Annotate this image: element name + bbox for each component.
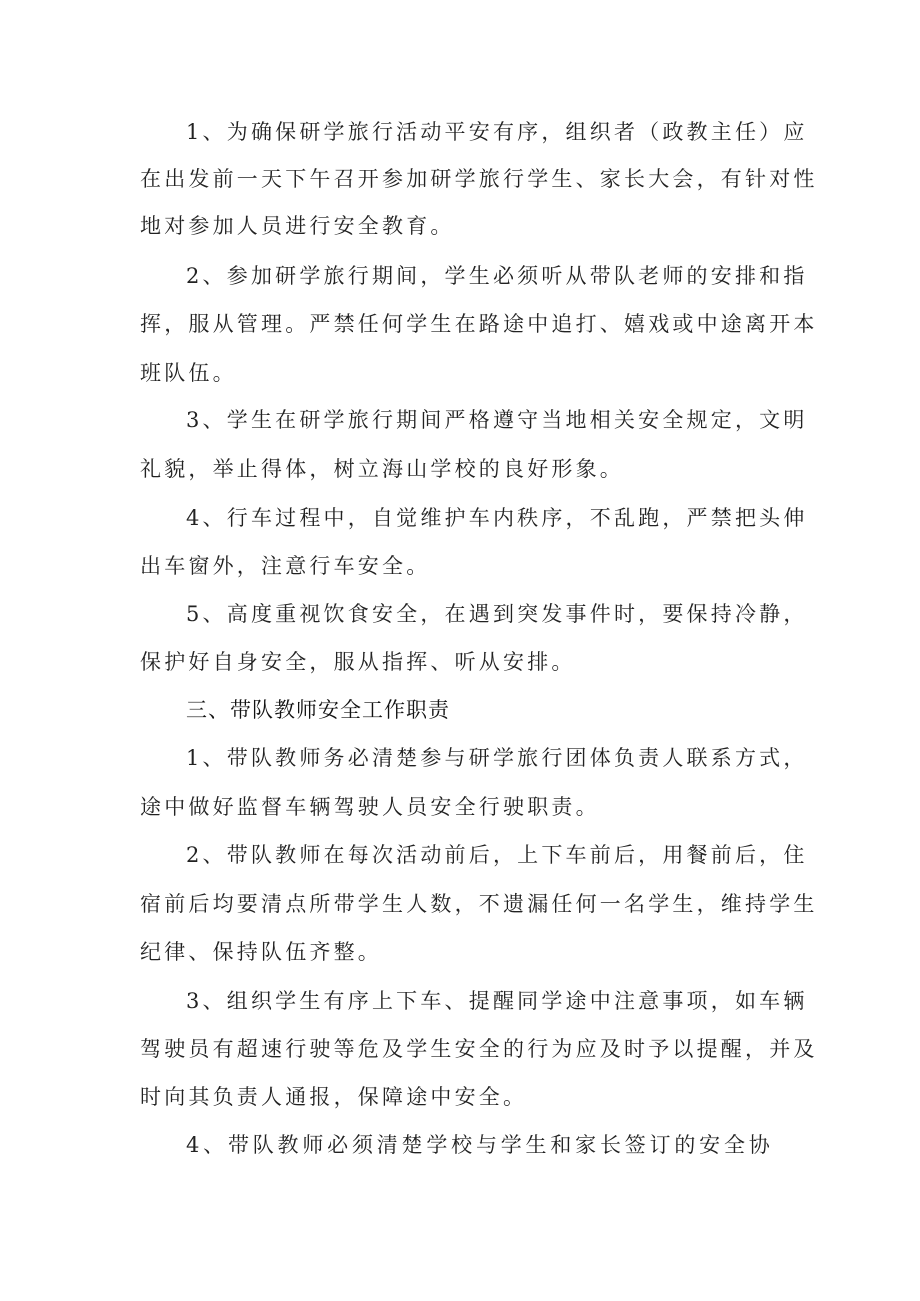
paragraph-3-line-2: 礼貌，举止得体，树立海山学校的良好形象。 <box>140 457 624 481</box>
section-paragraph-4-line-1: 4、带队教师必须清楚学校与学生和家长签订的安全协 <box>186 1133 774 1157</box>
paragraph-4-line-1: 4、行车过程中，自觉维护车内秩序，不乱跑，严禁把头伸 <box>186 506 808 530</box>
paragraph-5-line-2: 保护好自身安全，服从指挥、听从安排。 <box>140 650 576 674</box>
paragraph-1-line-2: 在出发前一天下午召开参加研学旅行学生、家长大会，有针对性 <box>140 167 818 191</box>
section-paragraph-1-line-1: 1、带队教师务必清楚参与研学旅行团体负责人联系方式， <box>186 746 808 770</box>
paragraph-2-line-3: 班队伍。 <box>140 361 237 385</box>
paragraph-1-line-3: 地对参加人员进行安全教育。 <box>140 214 455 238</box>
paragraph-3-line-1: 3、学生在研学旅行期间严格遵守当地相关安全规定，文明 <box>186 408 808 432</box>
paragraph-4-line-2: 出车窗外，注意行车安全。 <box>140 554 431 578</box>
section-heading: 三、带队教师安全工作职责 <box>186 698 450 722</box>
section-paragraph-2-line-3: 纪律、保持队伍齐整。 <box>140 940 382 964</box>
paragraph-5-line-1: 5、高度重视饮食安全，在遇到突发事件时，要保持冷静， <box>186 602 808 626</box>
paragraph-2-line-1: 2、参加研学旅行期间，学生必须听从带队老师的安排和指 <box>186 264 808 288</box>
section-paragraph-3-line-2: 驾驶员有超速行驶等危及学生安全的行为应及时予以提醒，并及 <box>140 1037 818 1061</box>
paragraph-2-line-2: 挥，服从管理。严禁任何学生在路途中追打、嬉戏或中途离开本 <box>140 312 818 336</box>
section-paragraph-3-line-3: 时向其负责人通报，保障途中安全。 <box>140 1085 528 1109</box>
section-paragraph-3-line-1: 3、组织学生有序上下车、提醒同学途中注意事项，如车辆 <box>186 989 808 1013</box>
paragraph-1-line-1: 1、为确保研学旅行活动平安有序，组织者（政教主任）应 <box>186 120 808 144</box>
section-paragraph-2-line-2: 宿前后均要清点所带学生人数，不遗漏任何一名学生，维持学生 <box>140 892 818 916</box>
section-paragraph-2-line-1: 2、带队教师在每次活动前后，上下车前后，用餐前后，住 <box>186 843 808 867</box>
section-paragraph-1-line-2: 途中做好监督车辆驾驶人员安全行驶职责。 <box>140 795 600 819</box>
